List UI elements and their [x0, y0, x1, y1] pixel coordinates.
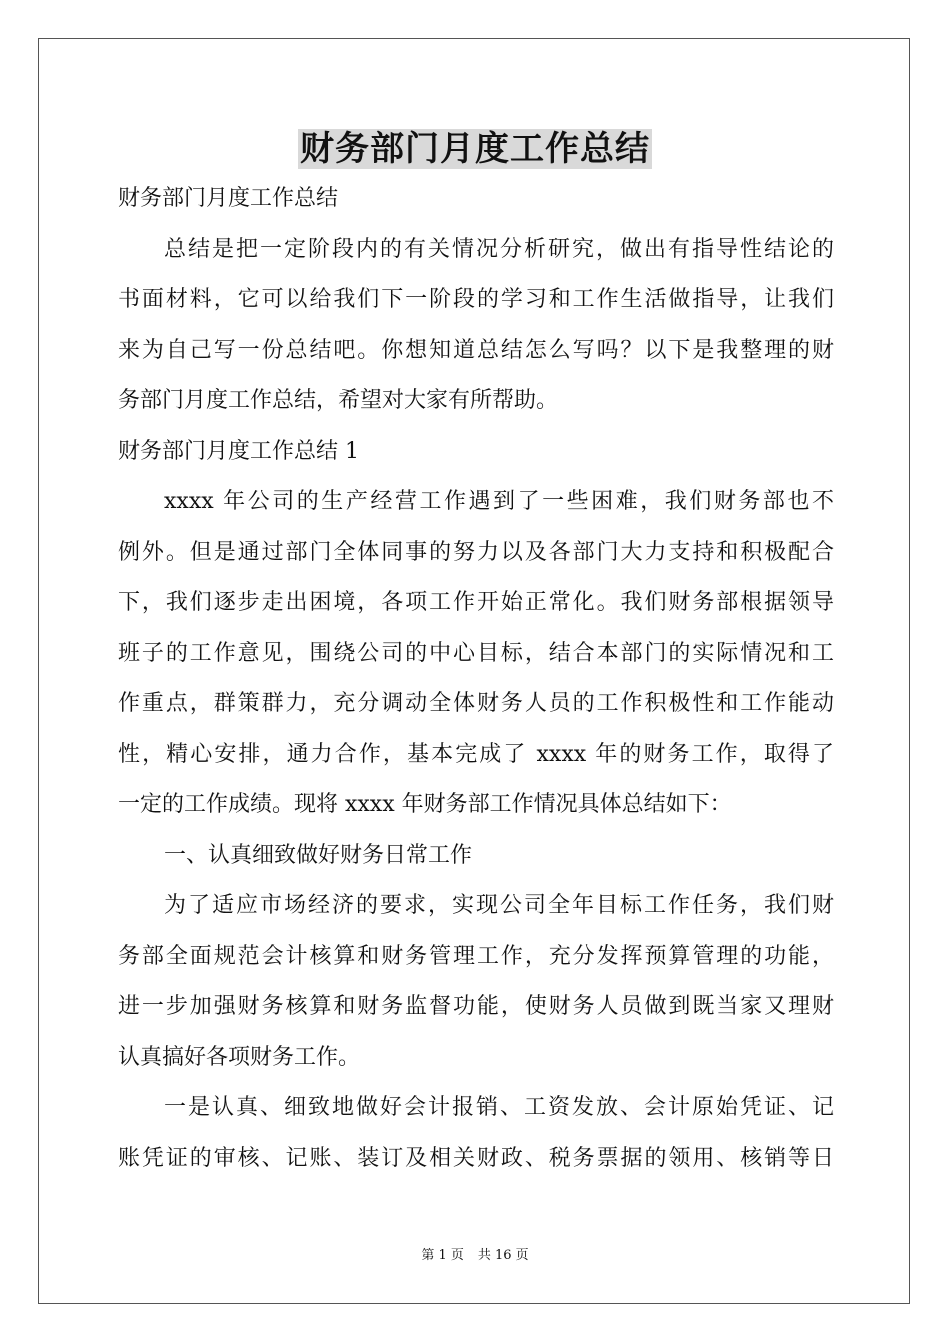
- document-title: [0, 124, 950, 174]
- paragraph-line: 为了适应市场经济的要求，实现公司全年目标工作任务，我们财: [164, 893, 834, 918]
- subtitle-line: 财务部门月度工作总结: [118, 186, 339, 211]
- paragraph-line: xxxx 年公司的生产经营工作遇到了一些困难，我们财务部也不: [164, 489, 834, 514]
- paragraph-line: 例外。但是通过部门全体同事的努力以及各部门大力支持和积极配合: [118, 539, 834, 565]
- paragraph-line: 认真搞好各项财务工作。: [118, 1044, 361, 1070]
- paragraph-line: 班子的工作意见，围绕公司的中心目标，结合本部门的实际情况和工: [118, 640, 834, 666]
- paragraph-line: 进一步加强财务核算和财务监督功能，使财务人员做到既当家又理财: [118, 994, 834, 1019]
- paragraph-line: 账凭证的审核、记账、装订及相关财政、税务票据的领用、核销等日: [118, 1145, 834, 1171]
- page-total: 共 16 页: [477, 1248, 529, 1263]
- paragraph-line: 性，精心安排，通力合作，基本完成了 xxxx 年的财务工作，取得了: [118, 741, 834, 767]
- paragraph-line: 总结是把一定阶段内的有关情况分析研究，做出有指导性结论的: [164, 236, 834, 262]
- paragraph-line: 务部全面规范会计核算和财务管理工作，充分发挥预算管理的功能，: [118, 943, 834, 969]
- subsection-heading: 一、认真细致做好财务日常工作: [164, 842, 473, 868]
- section-heading: 财务部门月度工作总结 1: [118, 438, 359, 464]
- paragraph-line: 一定的工作成绩。现将 xxxx 年财务部工作情况具体总结如下：: [118, 792, 732, 817]
- document-body: [118, 174, 834, 1184]
- paragraph-line: 作重点，群策群力，充分调动全体财务人员的工作积极性和工作能动: [118, 691, 834, 716]
- paragraph-line: 书面材料，它可以给我们下一阶段的学习和工作生活做指导，让我们: [118, 287, 834, 312]
- paragraph-line: 一是认真、细致地做好会计报销、工资发放、会计原始凭证、记: [164, 1095, 834, 1120]
- page-number: 第 1 页: [421, 1248, 464, 1263]
- document-title-text: 财务部门月度工作总结: [300, 129, 650, 169]
- paragraph-line: 来为自己写一份总结吧。你想知道总结怎么写吗？以下是我整理的财: [118, 337, 834, 363]
- paragraph-line: 下，我们逐步走出困境，各项工作开始正常化。我们财务部根据领导: [118, 590, 834, 615]
- page-footer: [0, 1246, 950, 1266]
- paragraph-line: 务部门月度工作总结，希望对大家有所帮助。: [118, 388, 559, 413]
